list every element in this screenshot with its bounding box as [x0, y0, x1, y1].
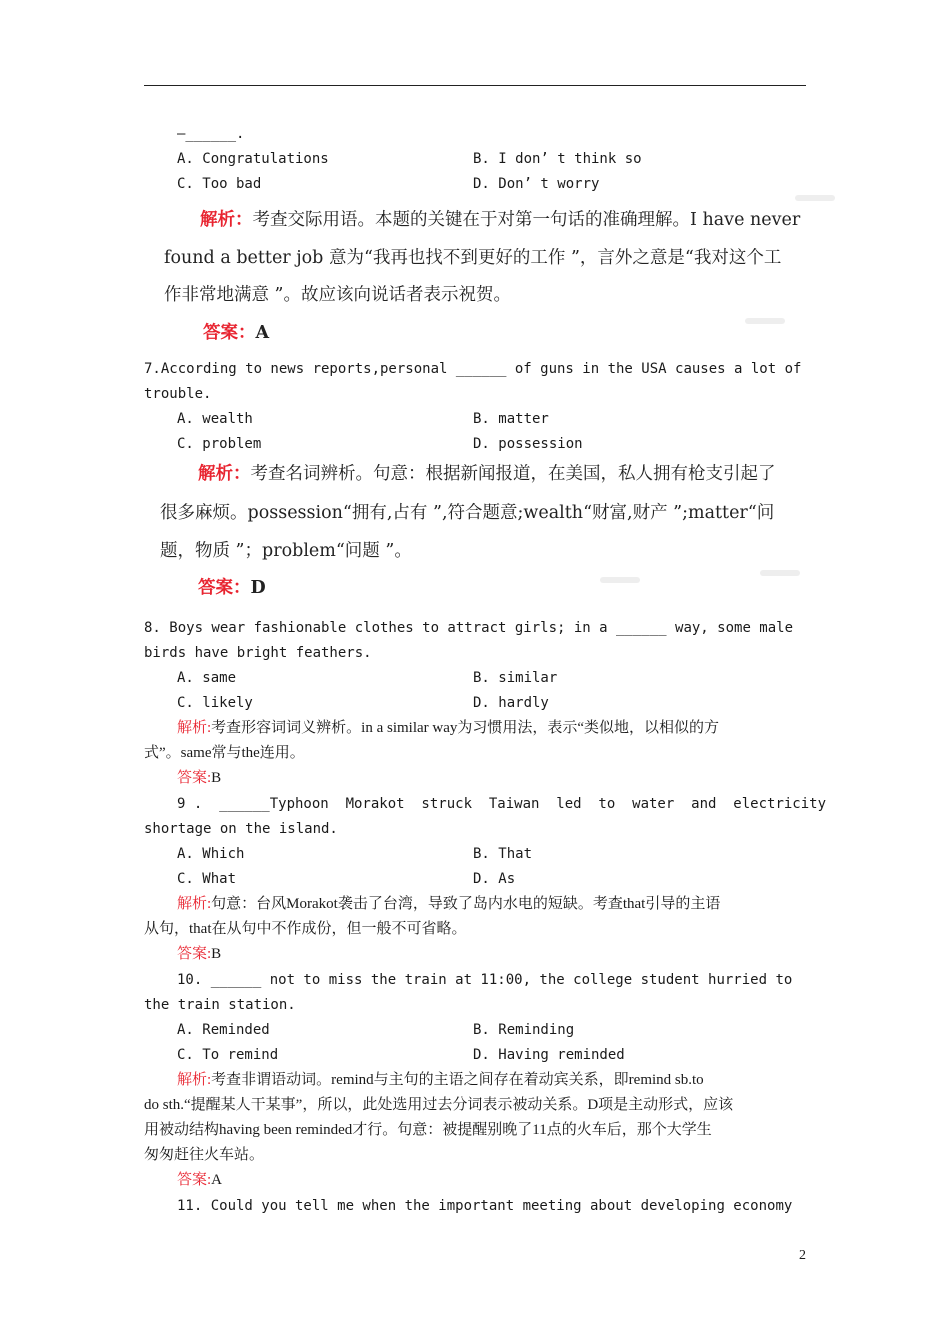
- explanation-label: 解析:: [177, 1072, 212, 1088]
- q6-explanation-line-3: 作非常地满意 ”。故应该向说话者表示祝贺。: [164, 285, 512, 305]
- header-rule: [144, 85, 806, 86]
- q7-option-d: D. possession: [473, 436, 583, 452]
- q10-explanation-line-3: 用被动结构having been reminded才行。句意：被提醒别晚了11点的火车后，那个大学生: [144, 1122, 712, 1138]
- watermark: [795, 195, 835, 201]
- q9-option-d: D. As: [473, 871, 516, 887]
- q10-option-c: C. To remind: [177, 1047, 279, 1063]
- q6-stem: —______.: [177, 126, 245, 142]
- q10-option-d: D. Having reminded: [473, 1047, 625, 1063]
- q6-explanation-line-1: 解析：考查交际用语。本题的关键在于对第一句话的准确理解。I have never: [200, 210, 801, 230]
- q11-stem-line-1: 11. Could you tell me when the important meeting about developing economy: [177, 1198, 793, 1214]
- answer-value: B: [211, 946, 222, 962]
- explanation-label: 解析:: [177, 720, 212, 736]
- answer-value: A: [211, 1172, 223, 1188]
- q7-stem-line-2: trouble.: [144, 386, 212, 402]
- q7-explanation-line-3: 题，物质 ”；problem“问题 ”。: [160, 541, 412, 561]
- watermark: [745, 318, 785, 324]
- watermark: [600, 577, 640, 583]
- q10-explanation-line-1: 解析:考查非谓语动词。remind与主句的主语之间存在着动宾关系，即remind sb.to: [177, 1072, 704, 1088]
- q9-explanation-line-1: 解析:句意：台风Morakot袭击了台湾，导致了岛内水电的短缺。考查that引导的主语: [177, 896, 721, 912]
- q9-explanation-line-2: 从句，that在从句中不作成份，但一般不可省略。: [144, 921, 467, 937]
- q10-explanation-line-4: 匆匆赶往火车站。: [144, 1147, 265, 1163]
- q8-stem-line-1: 8. Boys wear fashionable clothes to attract girls; in a ______ way, some male: [144, 620, 794, 636]
- q8-answer: [177, 769, 221, 787]
- q10-stem-line-2: the train station.: [144, 997, 296, 1013]
- q7-stem-line-1: 7.According to news reports,personal ______ of guns in the USA causes a lot of: [144, 361, 802, 377]
- q6-explanation-line-2: found a better job 意为“我再也找不到更好的工作 ”，言外之意是“我对这个工: [164, 248, 782, 268]
- answer-label: 答案：: [198, 578, 251, 598]
- q6-option-a: A. Congratulations: [177, 151, 329, 167]
- q9-stem-line-2: shortage on the island.: [144, 821, 338, 837]
- answer-label: 答案:: [177, 1172, 212, 1188]
- q8-option-b: B. similar: [473, 670, 558, 686]
- q9-option-b: B. That: [473, 846, 533, 862]
- q8-stem-line-2: birds have bright feathers.: [144, 645, 372, 661]
- q9-stem-line-1: 9 . ______Typhoon Morakot struck Taiwan led to water and electricity: [177, 796, 827, 812]
- answer-value: A: [255, 323, 270, 343]
- q7-answer: [198, 577, 266, 599]
- q6-option-d: D. Don’ t worry: [473, 176, 600, 192]
- answer-label: 答案：: [203, 323, 256, 343]
- q6-option-c: C. Too bad: [177, 176, 262, 192]
- answer-label: 答案:: [177, 770, 212, 786]
- q6-option-b: B. I don’ t think so: [473, 151, 642, 167]
- q7-explanation-line-1: 解析：考查名词辨析。句意：根据新闻报道，在美国，私人拥有枪支引起了: [198, 464, 776, 484]
- q6-answer: [203, 322, 269, 344]
- q8-explanation-line-1: 解析:考查形容词词义辨析。in a similar way为习惯用法，表示“类似地，以相似的方: [177, 720, 720, 736]
- q8-option-a: A. same: [177, 670, 237, 686]
- page-number: 2: [799, 1248, 806, 1263]
- answer-value: B: [211, 770, 222, 786]
- explanation-label: 解析：: [198, 464, 251, 484]
- q7-explanation-line-2: 很多麻烦。possession“拥有,占有 ”,符合题意;wealth“财富,财产 ”;matter“问: [160, 503, 775, 523]
- q10-explanation-line-2: do sth.“提醒某人干某事”，所以，此处选用过去分词表示被动关系。D项是主动形式，应该: [144, 1097, 734, 1113]
- q10-answer: [177, 1171, 222, 1189]
- q10-option-a: A. Reminded: [177, 1022, 270, 1038]
- q7-option-b: B. matter: [473, 411, 549, 427]
- answer-value: D: [250, 578, 266, 598]
- q9-answer: [177, 945, 221, 963]
- answer-label: 答案:: [177, 946, 212, 962]
- explanation-label: 解析:: [177, 896, 212, 912]
- q7-option-c: C. problem: [177, 436, 262, 452]
- q8-explanation-line-2: 式”。same常与the连用。: [144, 745, 305, 761]
- q7-option-a: A. wealth: [177, 411, 253, 427]
- explanation-label: 解析：: [200, 210, 253, 230]
- q9-option-a: A. Which: [177, 846, 245, 862]
- q9-option-c: C. What: [177, 871, 237, 887]
- q8-option-d: D. hardly: [473, 695, 549, 711]
- watermark: [760, 570, 800, 576]
- q8-option-c: C. likely: [177, 695, 253, 711]
- q10-option-b: B. Reminding: [473, 1022, 575, 1038]
- q10-stem-line-1: 10. ______ not to miss the train at 11:00, the college student hurried to: [177, 972, 793, 988]
